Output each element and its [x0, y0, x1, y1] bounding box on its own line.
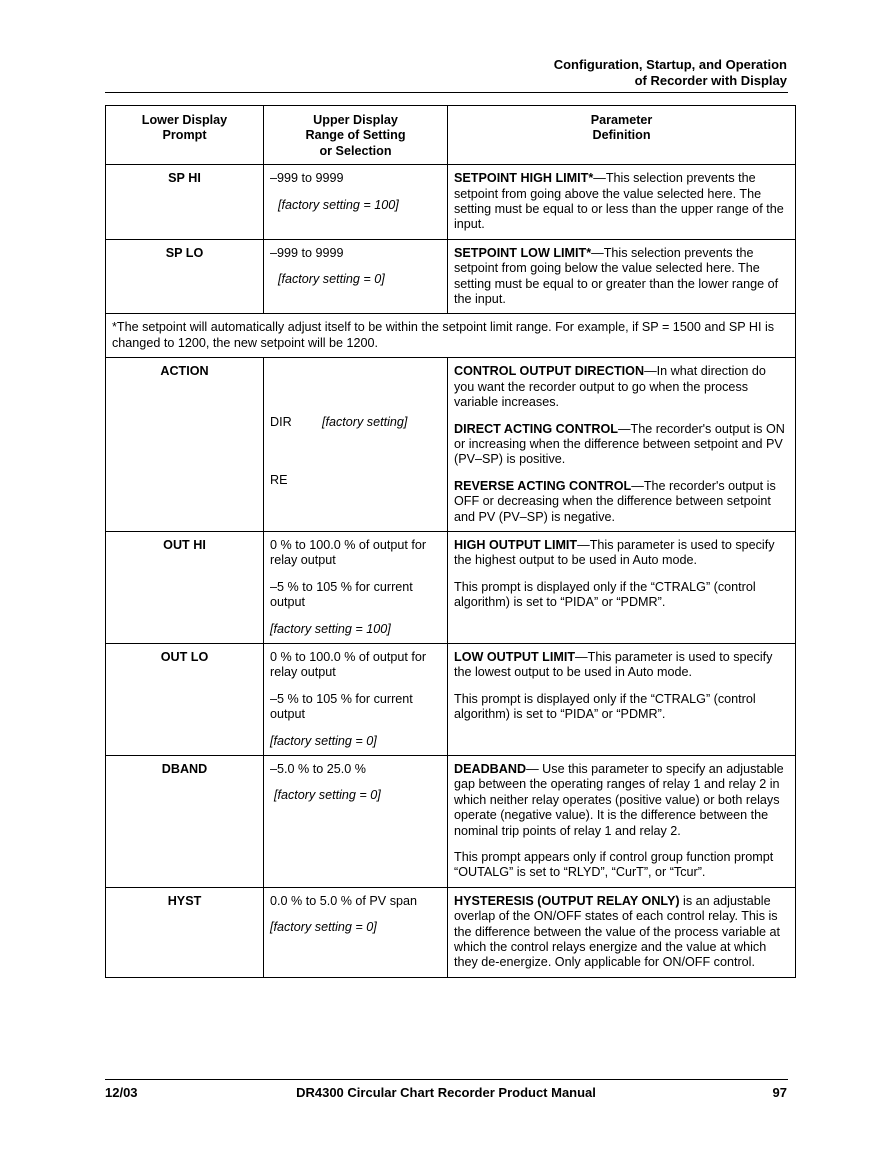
definition-note: This prompt is displayed only if the “CTRALG” (control algorithm) is set to “PIDA” or “PDMR”.: [454, 579, 756, 610]
spacer: [270, 431, 441, 473]
definition-note: This prompt appears only if control group function prompt “OUTALG” is set to “RLYD”, “CurT”, or “Tcur”.: [454, 850, 774, 880]
definition-text: is an adjustable overlap of the ON/OFF states of each control relay. This is the difference between the value of the process variable at which the control relays energize and the value at which they de-energize. Only applicable for ON/OFF control.: [454, 893, 781, 970]
definition-paragraph: REVERSE ACTING CONTROL—The recorder's output is OFF or decreasing when the difference between setpoint and PV (PV–SP) is negative.: [454, 478, 776, 524]
definition-cell: [448, 358, 796, 532]
range-value: –999 to 9999: [270, 245, 344, 260]
table-row-hyst: [106, 887, 796, 977]
definition-text: —This selection prevents the setpoint from going above the value selected here. The setting must be equal to or less than the upper range of the input.: [454, 171, 784, 232]
range-value: 0 % to 100.0 % of output for relay output: [270, 649, 427, 680]
spacer: [270, 364, 441, 415]
re-option: RE: [270, 472, 288, 487]
range-value: –5 % to 105 % for current output: [270, 579, 413, 610]
dir-label: DIR: [270, 415, 292, 430]
prompt-cell: SP LO: [106, 239, 264, 314]
column-header-range: Upper Display Range of Setting or Selection: [264, 106, 448, 165]
range-value: –999 to 9999: [270, 171, 344, 186]
prompt-cell: OUT HI: [106, 531, 264, 643]
prompt-cell: SP HI: [106, 165, 264, 240]
table-row-action: [106, 358, 796, 532]
factory-setting: [factory setting = 100]: [278, 197, 399, 212]
dir-option: [270, 415, 441, 430]
table-row-sp-lo: [106, 239, 796, 314]
definition-paragraph: CONTROL OUTPUT DIRECTION—In what direction do you want the recorder output to go when the process variable increases.: [454, 364, 766, 410]
factory-setting: [factory setting = 0]: [270, 733, 377, 748]
page-header: [554, 57, 787, 89]
definition-cell: [448, 531, 796, 643]
range-cell: [264, 165, 448, 240]
table-row-sp-hi: [106, 165, 796, 240]
footer-rule: [105, 1079, 788, 1080]
factory-setting: [factory setting = 0]: [274, 788, 381, 803]
range-value: 0.0 % to 5.0 % of PV span: [270, 893, 418, 908]
definition-paragraph: DEADBAND— Use this parameter to specify an adjustable gap between the operating ranges of relay 1 and relay 2 in which neither relay operates (positive value) or both relays operate (negative value). It is the difference between the nominal trip points of relay 1 and relay 2.: [454, 762, 784, 838]
definition-title: HYSTERESIS (OUTPUT RELAY ONLY): [454, 893, 680, 908]
footer-date: 12/03: [105, 1085, 138, 1100]
definition-paragraph: LOW OUTPUT LIMIT—This parameter is used to specify the lowest output to be used in Auto mode.: [454, 649, 773, 680]
factory-setting: [factory setting]: [322, 415, 408, 430]
definition-cell: [448, 165, 796, 240]
definition-title: SETPOINT HIGH LIMIT*: [454, 171, 594, 186]
header-line-2: of Recorder with Display: [634, 73, 787, 88]
column-header-prompt: Lower Display Prompt: [106, 106, 264, 165]
range-value: –5 % to 105 % for current output: [270, 691, 413, 722]
range-cell: [264, 643, 448, 755]
table-row-out-hi: [106, 531, 796, 643]
prompt-cell: HYST: [106, 887, 264, 977]
prompt-cell: ACTION: [106, 358, 264, 532]
table-row-dband: [106, 756, 796, 888]
range-value: –5.0 % to 25.0 %: [270, 762, 366, 776]
prompt-cell: DBAND: [106, 756, 264, 888]
range-cell: [264, 531, 448, 643]
header-rule: [105, 92, 788, 93]
range-value: 0 % to 100.0 % of output for relay output: [270, 537, 427, 568]
range-cell: [264, 239, 448, 314]
column-header-definition: Parameter Definition: [448, 106, 796, 165]
definition-cell: [448, 239, 796, 314]
factory-setting: [factory setting = 0]: [270, 920, 377, 935]
parameter-table: [105, 105, 796, 978]
range-cell: [264, 887, 448, 977]
definition-cell: [448, 887, 796, 977]
factory-setting: [factory setting = 100]: [270, 621, 391, 636]
table-row-out-lo: [106, 643, 796, 755]
definition-note: This prompt is displayed only if the “CTRALG” (control algorithm) is set to “PIDA” or “PDMR”.: [454, 691, 756, 722]
definition-paragraph: DIRECT ACTING CONTROL—The recorder's output is ON or increasing when the difference between setpoint and PV (PV–SP) is positive.: [454, 421, 785, 467]
table-header-row: [106, 106, 796, 165]
prompt-cell: OUT LO: [106, 643, 264, 755]
range-cell: [264, 358, 448, 532]
definition-title: SETPOINT LOW LIMIT*: [454, 245, 592, 260]
range-cell: [264, 756, 448, 888]
footer-page-number: 97: [772, 1085, 787, 1100]
footer-title: DR4300 Circular Chart Recorder Product Manual: [296, 1085, 596, 1100]
factory-setting: [factory setting = 0]: [278, 272, 385, 287]
definition-cell: [448, 643, 796, 755]
setpoint-note: *The setpoint will automatically adjust itself to be within the setpoint limit range. For example, if SP = 1500 and SP HI is changed to 1200, the new setpoint will be 1200.: [106, 314, 796, 358]
table-row-note: [106, 314, 796, 358]
definition-cell: [448, 756, 796, 888]
definition-paragraph: HIGH OUTPUT LIMIT—This parameter is used to specify the highest output to be used in Auto mode.: [454, 537, 775, 568]
definition-text: —This selection prevents the setpoint from going below the value selected here. The setting must be equal to or greater than the lower range of the input.: [454, 245, 779, 307]
header-line-1: Configuration, Startup, and Operation: [553, 57, 787, 72]
